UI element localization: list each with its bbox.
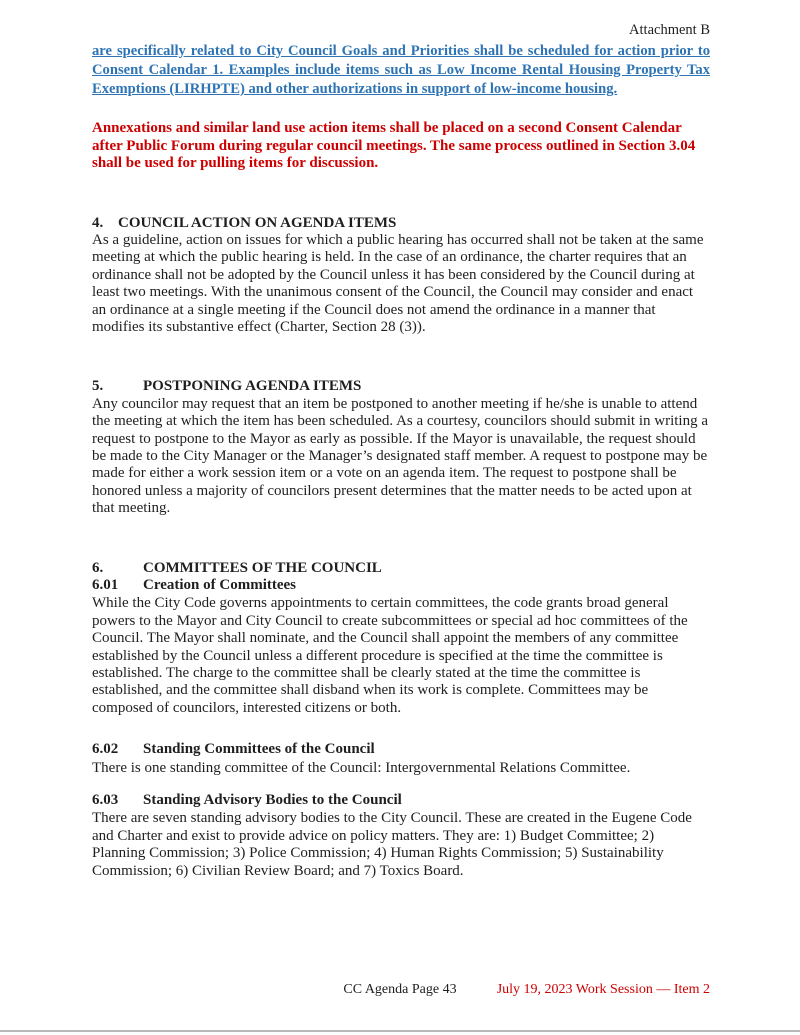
subsection-601-body: While the City Code governs appointments to certain committees, the code grants broad general powers to the Mayor and City Council to create subcommittees or special ad hoc committees of the Council. The Mayor shall nominate, and the Council shall appoint the members of any committee established by the Council unless a different procedure is specified at the time the committee is established. The charge to the committee shall be clearly stated at the time the committee is established, and the committee shall disband when its work is complete. Committees may be composed of councilors, interested citizens or both.	[92, 595, 688, 716]
subsection-603-body: There are seven standing advisory bodies to the City Council. These are created in the Eugene Code and Charter and exist to provide advice on policy matters. They are: 1) Budget Committee; 2) Planning Commission; 3) Police Commission; 4) Human Rights Commission; 5) Sustainability Commission; 6) Civilian Review Board; and 7) Toxics Board.	[92, 810, 692, 879]
section-title: POSTPONING AGENDA ITEMS	[143, 378, 362, 395]
section-6-heading	[92, 560, 710, 577]
section-5-body: Any councilor may request that an item be postponed to another meeting if he/she is unable to attend the meeting at which the item has been scheduled. As a courtesy, councilors should submit in writing a request to postpone to the Mayor as early as possible. If the Mayor is unavailable, the request should be made to the City Manager or the Manager’s designated staff member. A request to postpone may be made for either a work session item or a vote on an agenda item. The request to postpone shall be honored unless a majority of councilors present determines that the matter needs to be acted upon at that meeting.	[92, 395, 708, 517]
attachment-label: Attachment B	[629, 22, 710, 38]
section-5-heading	[92, 378, 710, 395]
subsection-number: 6.03	[92, 792, 119, 809]
subsection-602-heading	[92, 741, 710, 758]
footer-page-label: CC Agenda Page 43	[343, 982, 457, 997]
subsection-title: Standing Advisory Bodies to the Council	[143, 792, 402, 809]
section-4-heading	[92, 215, 710, 232]
subsection-602-body: There is one standing committee of the Council: Intergovernmental Relations Committee.	[92, 759, 631, 776]
subsection-title: Creation of Committees	[143, 577, 297, 593]
annexation-note-paragraph: Annexations and similar land use action items shall be placed on a second Consent Calendar after Public Forum during regular council meetings. The same process outlined in Section 3.04 shall be used for pulling items for discussion.	[92, 120, 696, 171]
subsection-601-heading	[92, 577, 710, 594]
section-number: 6.	[92, 559, 104, 576]
footer-session-label: July 19, 2023 Work Session — Item 2	[496, 982, 710, 997]
section-title: COMMITTEES OF THE COUNCIL	[143, 559, 382, 576]
subsection-number: 6.01	[92, 577, 119, 593]
subsection-number: 6.02	[92, 741, 119, 758]
section-title: COUNCIL ACTION ON AGENDA ITEMS	[118, 214, 397, 231]
inserted-text-paragraph: are specifically related to City Council Goals and Priorities shall be scheduled for action prior to Consent Calendar 1. Examples include items such as Low Income Rental Housing Property Tax Exemptions (LIRHPTE) and other authorizations in support of low-income housing.	[92, 43, 710, 97]
section-4-body: As a guideline, action on issues for which a public hearing has occurred shall not be taken at the same meeting at which the public hearing is held. In the case of an ordinance, the charter requires that an ordinance shall not be adopted by the Council unless it has been considered by the Council during at least two meetings. With the unanimous consent of the Council, the Council may consider and enact an ordinance at a single meeting if the Council does not amend the ordinance in a manner that modifies its substantive effect (Charter, Section 28 (3)).	[92, 231, 704, 335]
subsection-603-heading	[92, 792, 710, 809]
section-number: 4.	[92, 214, 104, 231]
subsection-title: Standing Committees of the Council	[143, 741, 375, 758]
page-footer	[0, 982, 800, 1002]
section-number: 5.	[92, 378, 104, 395]
page-edge-divider	[0, 1030, 800, 1032]
